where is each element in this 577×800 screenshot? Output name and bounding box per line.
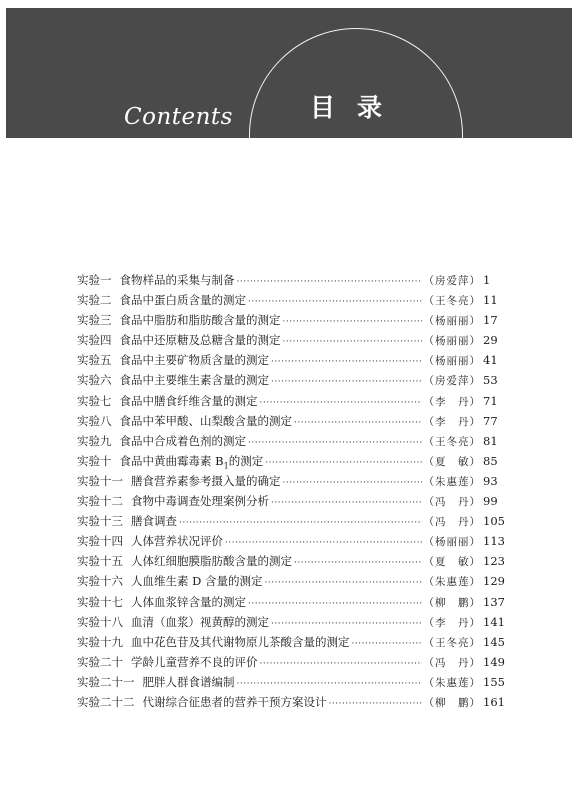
toc-entry-page: 137 <box>483 594 505 609</box>
toc-entry-author: （朱惠莲） <box>423 576 481 589</box>
toc-entry-number: 实验一 <box>77 273 112 287</box>
toc-entry-title: 学龄儿童营养不良的评价 <box>131 654 258 669</box>
toc-entry-title: 食品中还原糖及总糖含量的测定 <box>119 333 281 348</box>
toc-entry-number: 实验二 <box>77 293 112 308</box>
toc-entry-page: 29 <box>483 333 498 348</box>
toc-leader-dots <box>294 558 422 568</box>
toc-entry-number: 实验七 <box>77 393 112 408</box>
toc-entry-page: 105 <box>483 514 505 529</box>
toc-entry-page: 71 <box>483 393 498 408</box>
toc-entry[interactable] <box>77 312 505 332</box>
toc-entry[interactable] <box>77 453 505 473</box>
toc-entry[interactable] <box>77 513 505 533</box>
toc-leader-dots <box>352 639 422 649</box>
toc-leader-dots <box>265 578 422 588</box>
toc-entry[interactable] <box>77 594 505 614</box>
toc-leader-dots <box>283 337 422 347</box>
toc-entry-author: （王冬亮） <box>423 435 481 448</box>
toc-entry-number: 实验十七 <box>77 594 123 609</box>
toc-leader-dots <box>248 297 422 307</box>
toc-entry[interactable] <box>77 674 505 694</box>
toc-entry-author: （柳 鹏） <box>423 696 481 709</box>
toc-entry[interactable] <box>77 553 505 573</box>
toc-entry-title: 食品中脂肪和脂肪酸含量的测定 <box>119 313 281 328</box>
toc-entry-page: 129 <box>483 574 505 589</box>
toc-entry-author: （李 丹） <box>423 616 481 629</box>
toc-entry[interactable] <box>77 433 505 453</box>
toc-entry-number: 实验十四 <box>77 534 123 549</box>
toc-leader-dots <box>283 478 422 488</box>
toc-entry-title: 人体血浆锌含量的测定 <box>131 594 246 609</box>
toc-entry-author: （王冬亮） <box>423 636 481 649</box>
toc-leader-dots <box>271 377 422 387</box>
toc-entry-page: 81 <box>483 433 498 448</box>
toc-entry-author: （冯 丹） <box>423 516 481 529</box>
toc-leader-dots <box>294 418 422 428</box>
toc-entry[interactable] <box>77 573 505 593</box>
toc-leader-dots <box>225 538 422 548</box>
toc-entry-number: 实验十三 <box>77 514 123 529</box>
toc-entry[interactable] <box>77 272 505 292</box>
toc-entry-number: 实验十五 <box>77 554 123 569</box>
toc-leader-dots <box>271 619 422 629</box>
header-banner <box>6 8 572 138</box>
toc-entry-author: （朱惠莲） <box>423 676 481 689</box>
toc-entry-number: 实验三 <box>77 313 112 328</box>
toc-leader-dots <box>265 458 421 468</box>
toc-leader-dots <box>271 498 422 508</box>
toc-entry-number: 实验十二 <box>77 494 123 509</box>
toc-entry-title: 食物样品的采集与制备 <box>119 273 235 287</box>
toc-entry-page: 161 <box>483 694 505 709</box>
toc-leader-dots <box>283 317 422 327</box>
toc-entry[interactable] <box>77 352 505 372</box>
toc-entry-author: （房爱萍） <box>423 275 481 287</box>
toc-leader-dots <box>329 699 422 709</box>
toc-leader-dots <box>179 518 422 528</box>
toc-entry-number: 实验九 <box>77 433 112 448</box>
toc-entry-title: 食物中毒调查处理案例分析 <box>131 494 269 509</box>
toc-entry[interactable] <box>77 533 505 553</box>
toc-entry-title: 人血维生素 D 含量的测定 <box>131 574 263 589</box>
toc-entry-author: （杨丽丽） <box>423 355 481 368</box>
toc-entry[interactable] <box>77 654 505 674</box>
table-of-contents <box>77 272 505 714</box>
toc-entry[interactable] <box>77 372 505 392</box>
toc-entry-title: 食品中膳食纤维含量的测定 <box>119 393 258 408</box>
toc-entry-title: 代谢综合征患者的营养干预方案设计 <box>142 694 327 709</box>
toc-entry-title: 膳食营养素参考摄入量的确定 <box>131 473 281 488</box>
toc-leader-dots <box>248 438 422 448</box>
toc-entry-page: 41 <box>483 353 498 368</box>
toc-leader-dots <box>271 357 422 367</box>
toc-entry-page: 149 <box>483 654 505 669</box>
toc-entry-number: 实验十 <box>77 453 112 468</box>
toc-entry-page: 113 <box>483 534 505 549</box>
toc-entry-author: （王冬亮） <box>423 295 481 308</box>
toc-entry[interactable] <box>77 694 505 714</box>
toc-entry-title: 人体营养状况评价 <box>131 534 223 549</box>
toc-entry-title: 食品中蛋白质含量的测定 <box>119 293 246 308</box>
toc-entry-title: 血中花色苷及其代谢物原儿茶酸含量的测定 <box>131 634 350 649</box>
toc-entry-number: 实验六 <box>77 373 112 388</box>
toc-entry-title: 食品中主要矿物质含量的测定 <box>119 353 269 368</box>
toc-entry-title: 食品中黄曲霉毒素 $B_1$的测定 <box>119 453 264 471</box>
toc-entry-author: （朱惠莲） <box>423 475 481 488</box>
toc-entry-number: 实验五 <box>77 353 112 368</box>
toc-entry-page: 77 <box>483 413 498 428</box>
toc-entry[interactable] <box>77 292 505 312</box>
toc-entry[interactable] <box>77 393 505 413</box>
title-english: Contents <box>124 104 233 130</box>
toc-entry[interactable] <box>77 413 505 433</box>
toc-entry-number: 实验十六 <box>77 574 123 589</box>
toc-entry-author: （杨丽丽） <box>423 315 481 328</box>
toc-entry-title: 食品中主要维生素含量的测定 <box>119 373 269 388</box>
toc-leader-dots <box>260 659 422 669</box>
toc-entry-author: （冯 丹） <box>423 496 481 509</box>
toc-entry-author: （冯 丹） <box>423 656 481 669</box>
toc-entry-author: （李 丹） <box>423 395 481 408</box>
toc-entry-page: 145 <box>483 634 505 649</box>
toc-entry[interactable] <box>77 634 505 654</box>
toc-entry-page: 141 <box>483 614 505 629</box>
toc-entry-title: 血清（血浆）视黄醇的测定 <box>131 614 269 629</box>
toc-entry-title: 食品中合成着色剂的测定 <box>119 433 246 448</box>
toc-leader-dots <box>260 398 422 408</box>
toc-entry-number: 实验十九 <box>77 634 123 649</box>
toc-entry-page: 11 <box>483 293 498 308</box>
toc-entry-author: （夏 敏） <box>423 556 481 569</box>
toc-entry-number: 实验十一 <box>77 473 123 488</box>
toc-entry-number: 实验四 <box>77 333 112 348</box>
toc-entry-number: 实验十八 <box>77 614 123 629</box>
toc-entry-page: 17 <box>483 313 498 328</box>
toc-entry-page: 123 <box>483 554 505 569</box>
toc-entry-author: （李 丹） <box>423 415 481 428</box>
toc-entry[interactable] <box>77 614 505 634</box>
toc-entry-author: （杨丽丽） <box>423 335 481 348</box>
toc-entry-title: 食品中苯甲酸、山梨酸含量的测定 <box>119 413 292 428</box>
toc-entry[interactable] <box>77 332 505 352</box>
toc-leader-dots <box>248 599 422 609</box>
toc-entry-title: 人体红细胞膜脂肪酸含量的测定 <box>131 554 292 569</box>
toc-entry-author: （柳 鹏） <box>423 596 481 609</box>
toc-entry-author: （杨丽丽） <box>423 536 481 549</box>
toc-entry-page: 53 <box>483 373 498 388</box>
toc-entry-number: 实验八 <box>77 413 112 428</box>
toc-entry-page: 93 <box>483 473 498 488</box>
toc-entry-title: 膳食调查 <box>131 514 177 529</box>
toc-entry[interactable] <box>77 473 505 493</box>
toc-entry-title: 肥胖人群食谱编制 <box>142 674 235 689</box>
toc-entry-number: 实验二十 <box>77 654 123 669</box>
toc-entry-number: 实验二十二 <box>77 694 135 709</box>
toc-entry[interactable] <box>77 493 505 513</box>
toc-entry-page: 155 <box>483 674 505 689</box>
toc-leader-dots <box>237 277 422 287</box>
toc-leader-dots <box>237 679 422 689</box>
toc-entry-author: （房爱萍） <box>423 375 481 388</box>
toc-entry-page: 1 <box>483 273 491 287</box>
toc-entry-number: 实验二十一 <box>77 674 135 689</box>
title-chinese: 目录 <box>310 93 405 122</box>
toc-entry-author: （夏 敏） <box>423 455 481 468</box>
toc-entry-page: 85 <box>483 453 498 468</box>
toc-entry-page: 99 <box>483 494 498 509</box>
